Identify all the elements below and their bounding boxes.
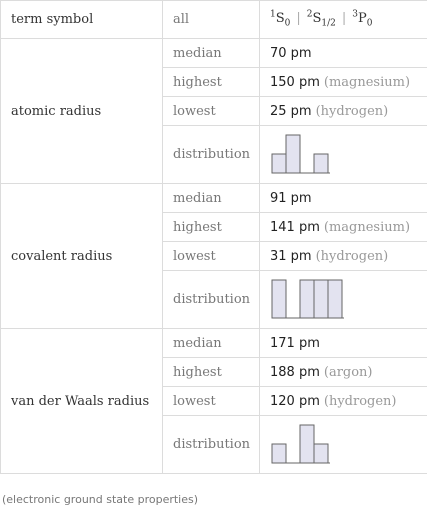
histogram-bar: [272, 154, 286, 173]
header-symbols: [260, 1, 427, 39]
row-value: 25 pm (hydrogen): [260, 97, 427, 126]
histogram-bar: [300, 280, 314, 318]
term-symbol-3: $^3P_0$: [352, 10, 373, 29]
histogram-bar: [328, 280, 342, 318]
row-value: 31 pm (hydrogen): [260, 242, 427, 271]
term-symbol-2: $^2S_{1/2}$: [306, 10, 336, 29]
histogram-bar: [314, 280, 328, 318]
row-label: median: [163, 329, 260, 358]
header-term-symbol: term symbol: [1, 1, 163, 39]
table-row: [1, 39, 427, 68]
row-value: 70 pm: [260, 39, 427, 68]
distribution-histogram: [270, 133, 350, 177]
header-all: all: [163, 1, 260, 39]
row-label: highest: [163, 68, 260, 97]
table-row: [1, 329, 427, 358]
group-title-atomic-radius: atomic radius: [1, 39, 163, 184]
histogram-bar: [286, 135, 300, 173]
row-value: 91 pm: [260, 184, 427, 213]
histogram-bar: [314, 444, 328, 463]
row-label: median: [163, 184, 260, 213]
distribution-cell: [260, 126, 427, 184]
row-value: 188 pm (argon): [260, 358, 427, 387]
separator: |: [341, 11, 347, 27]
table-row: [1, 184, 427, 213]
histogram-bar: [272, 444, 286, 463]
row-label: highest: [163, 213, 260, 242]
row-label: median: [163, 39, 260, 68]
distribution-histogram: [270, 423, 350, 467]
distribution-histogram: [270, 278, 350, 322]
row-label: distribution: [163, 126, 260, 184]
distribution-cell: [260, 271, 427, 329]
row-label: lowest: [163, 387, 260, 416]
row-label: highest: [163, 358, 260, 387]
row-label: distribution: [163, 416, 260, 474]
distribution-cell: [260, 416, 427, 474]
histogram-bar: [272, 280, 286, 318]
row-value: 150 pm (magnesium): [260, 68, 427, 97]
row-value: 120 pm (hydrogen): [260, 387, 427, 416]
term-symbol-1: $^1S_0$: [270, 10, 291, 29]
histogram-bar: [300, 425, 314, 463]
row-label: lowest: [163, 97, 260, 126]
histogram-bar: [314, 154, 328, 173]
group-title-van-der-waals-radius: van der Waals radius: [1, 329, 163, 474]
row-value: 141 pm (magnesium): [260, 213, 427, 242]
footer-note: (electronic ground state properties): [2, 493, 199, 506]
header-row: [1, 1, 427, 39]
row-label: lowest: [163, 242, 260, 271]
row-label: distribution: [163, 271, 260, 329]
group-title-covalent-radius: covalent radius: [1, 184, 163, 329]
row-value: 171 pm: [260, 329, 427, 358]
separator: |: [296, 11, 301, 27]
